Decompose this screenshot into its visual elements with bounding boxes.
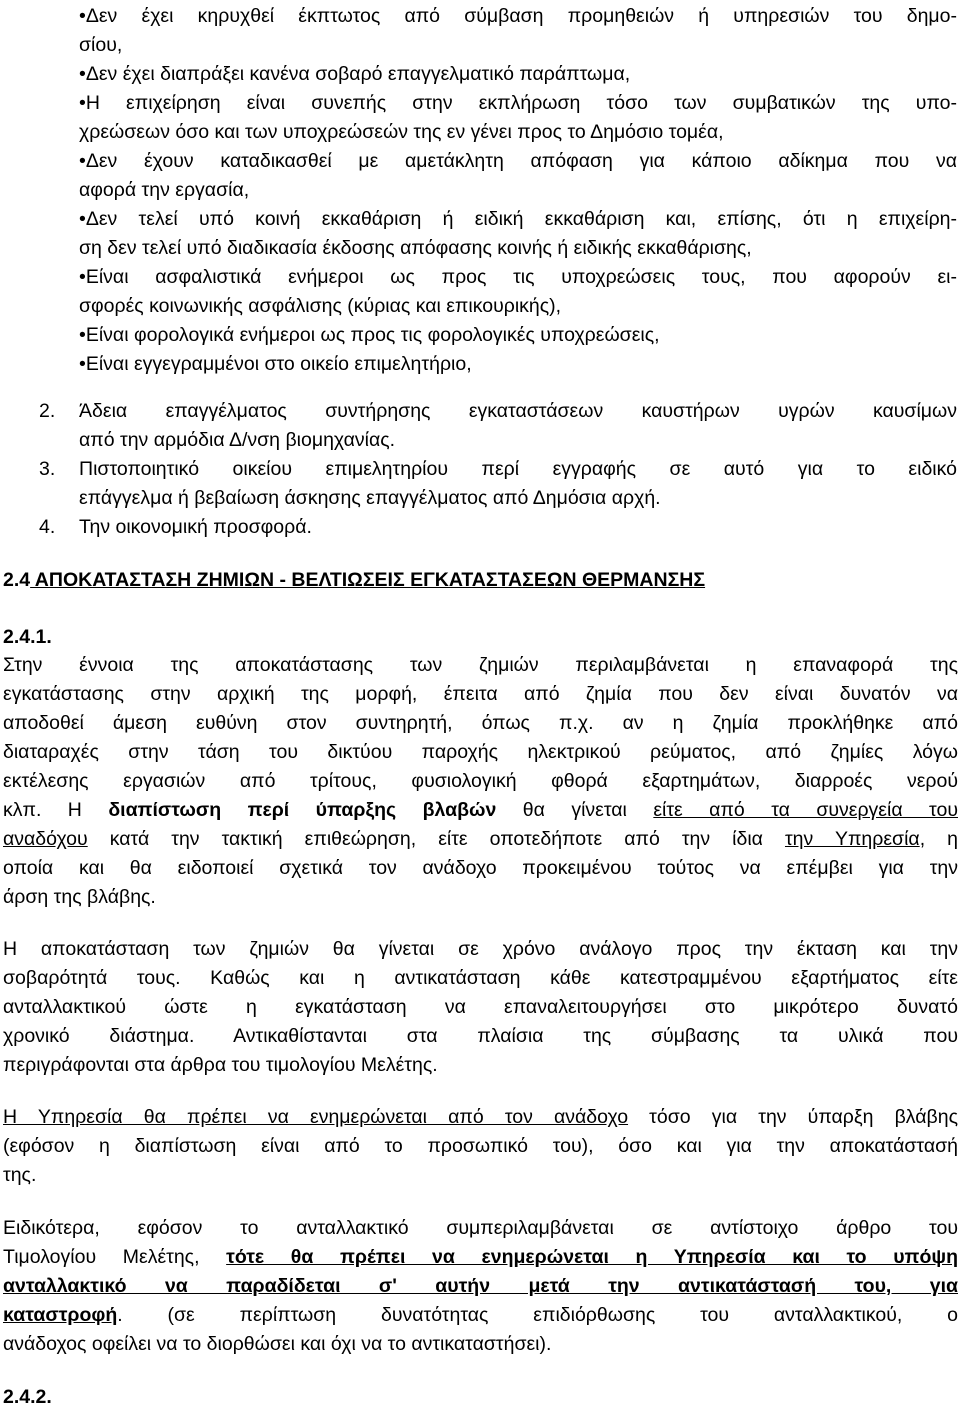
list-number: 3.	[39, 458, 56, 480]
paragraph-line: εγκατάστασης στην αρχική της μορφή, έπειτα από ζημία που δεν είναι δυνατόν να	[3, 683, 958, 705]
text-run: Τιμολογίου Μελέτης,	[3, 1246, 227, 1268]
bold-text: διαπίστωση περί ύπαρξης βλαβών	[108, 799, 497, 821]
paragraph-line: οποία και θα ειδοποιεί σχετικά τον ανάδοχο προκειμένου τούτος να επέμβει για την	[3, 857, 958, 879]
list-item: •Είναι εγγεγραμμένοι στο οικείο επιμελητήριο,	[79, 353, 472, 375]
list-item: •Δεν τελεί υπό κοινή εκκαθάριση ή ειδική εκκαθάριση και, επίσης, ότι η επιχείρη-	[79, 208, 957, 230]
list-item-continuation: χρεώσεων όσο και των υποχρεώσεών της εν γένει προς το Δημόσιο τομέα,	[79, 121, 724, 143]
list-number: 2.	[39, 400, 56, 422]
paragraph-line: χρονικό διάστημα. Αντικαθίστανται στα πλαίσια της σύμβασης τα υλικά που	[3, 1025, 958, 1047]
paragraph-line: περιγράφονται στα άρθρα του τιμολογίου Μελέτης.	[3, 1054, 438, 1076]
subsection-heading: 2.4.1.	[3, 626, 52, 648]
list-item-continuation: αφορά την εργασία,	[79, 179, 250, 201]
section-title: ΑΠΟΚΑΤΑΣΤΑΣΗ ΖΗΜΙΩΝ - ΒΕΛΤΙΩΣΕΙΣ ΕΓΚΑΤΑΣΤΑΣΕΩΝ ΘΕΡΜΑΝΣΗΣ	[30, 569, 706, 591]
list-item-continuation: επάγγελμα ή βεβαίωση άσκησης επαγγέλματος από Δημόσια αρχή.	[79, 487, 661, 509]
paragraph-line	[3, 825, 958, 854]
text-run: κλπ. Η	[3, 799, 109, 821]
paragraph-line: της.	[3, 1164, 37, 1186]
underlined-text: είτε από τα συνεργεία του	[653, 799, 958, 821]
paragraph-line: Ειδικότερα, εφόσον το ανταλλακτικό συμπεριλαμβάνεται σε αντίστοιχο άρθρο του	[3, 1217, 958, 1239]
paragraph-line: ανταλλακτικού ώστε η εγκατάσταση να επαναλειτουργήσει στο μικρότερο δυνατό	[3, 996, 958, 1018]
paragraph-line	[3, 1301, 958, 1330]
list-item: •Η επιχείρηση είναι συνεπής στην εκπλήρωση τόσο των συμβατικών της υπο-	[79, 92, 957, 114]
list-item: •Δεν έχει διαπράξει κανένα σοβαρό επαγγελματικό παράπτωμα,	[79, 63, 631, 85]
paragraph-line	[3, 796, 958, 825]
list-item-continuation: ση δεν τελεί υπό διαδικασία έκδοσης απόφασης κοινής ή ειδικής εκκαθάρισης,	[79, 237, 752, 259]
text-run: θα γίνεται	[496, 799, 654, 821]
paragraph-line: ανάδοχος οφείλει να το διορθώσει και όχι να το αντικαταστήσει).	[3, 1333, 552, 1355]
bold-underlined-text: τότε θα πρέπει να ενημερώνεται η Υπηρεσία και το υπόψη	[226, 1246, 959, 1268]
paragraph-line	[3, 1243, 958, 1272]
paragraph-line: αποδοθεί άμεση ευθύνη στον συντηρητή, όπως π.χ. αν η ζημία προκλήθηκε από	[3, 712, 958, 734]
list-item: Την οικονομική προσφορά.	[79, 516, 312, 538]
list-number: 4.	[39, 516, 56, 538]
section-number: 2.4	[3, 569, 31, 591]
paragraph-line: εκτέλεσης εργασιών από τρίτους, φυσιολογική φθορά εξαρτημάτων, διαρροές νερού	[3, 770, 958, 792]
text-run: τόσο για την ύπαρξη βλάβης	[628, 1106, 958, 1128]
paragraph-line: διαταραχές στην τάση του δικτύου παροχής ηλεκτρικού ρεύματος, από ζημίες λόγω	[3, 741, 958, 763]
bold-underlined-text: ανταλλακτικό να παραδίδεται σ' αυτήν μετά την αντικατάστασή του, για	[3, 1275, 958, 1297]
paragraph-line: (εφόσον η διαπίστωση είναι από το προσωπικό του), όσο και για την αποκατάστασή	[3, 1135, 958, 1157]
list-item-continuation: σίου,	[79, 34, 123, 56]
underlined-text: την Υπηρεσία	[784, 828, 920, 850]
list-item-continuation: από την αρμόδια Δ/νση βιομηχανίας.	[79, 429, 396, 451]
underlined-text: Η Υπηρεσία θα πρέπει να ενημερώνεται από τον ανάδοχο	[3, 1106, 629, 1128]
text-run: . (σε περίπτωση δυνατότητας επιδιόρθωσης του ανταλλακτικού, ο	[117, 1304, 958, 1326]
paragraph-line: Η αποκατάσταση των ζημιών θα γίνεται σε χρόνο ανάλογο προς την έκταση και την	[3, 938, 958, 960]
paragraph-line: Στην έννοια της αποκατάστασης των ζημιών περιλαμβάνεται η επαναφορά της	[3, 654, 958, 676]
list-item: •Δεν έχουν καταδικασθεί με αμετάκλητη απόφαση για κάποιο αδίκημα που να	[79, 150, 957, 172]
text-run: , η	[919, 828, 958, 850]
underlined-text: αναδόχου	[3, 828, 88, 850]
list-item: •Δεν έχει κηρυχθεί έκπτωτος από σύμβαση προμηθειών ή υπηρεσιών του δημο-	[79, 5, 957, 27]
paragraph-line: σοβαρότητά τους. Καθώς και η αντικατάσταση κάθε κατεστραμμένου εξαρτήματος είτε	[3, 967, 958, 989]
subsection-heading: 2.4.2.	[3, 1386, 52, 1408]
bold-underlined-text: καταστροφή	[3, 1304, 118, 1326]
list-item: •Είναι ασφαλιστικά ενήμεροι ως προς τις υποχρεώσεις τους, που αφορούν ει-	[79, 266, 957, 288]
section-heading	[3, 566, 705, 595]
paragraph-line	[3, 1103, 958, 1132]
list-item: Πιστοποιητικό οικείου επιμελητηρίου περί εγγραφής σε αυτό για το ειδικό	[79, 458, 957, 480]
text-run: κατά την τακτική επιθεώρηση, είτε οποτεδήποτε από την ίδια	[87, 828, 785, 850]
list-item: Άδεια επαγγέλματος συντήρησης εγκαταστάσεων καυστήρων υγρών καυσίμων	[79, 400, 957, 422]
list-item: •Είναι φορολογικά ενήμεροι ως προς τις φορολογικές υποχρεώσεις,	[79, 324, 660, 346]
paragraph-line: άρση της βλάβης.	[3, 886, 156, 908]
list-item-continuation: σφορές κοινωνικής ασφάλισης (κύριας και επικουρικής),	[79, 295, 562, 317]
